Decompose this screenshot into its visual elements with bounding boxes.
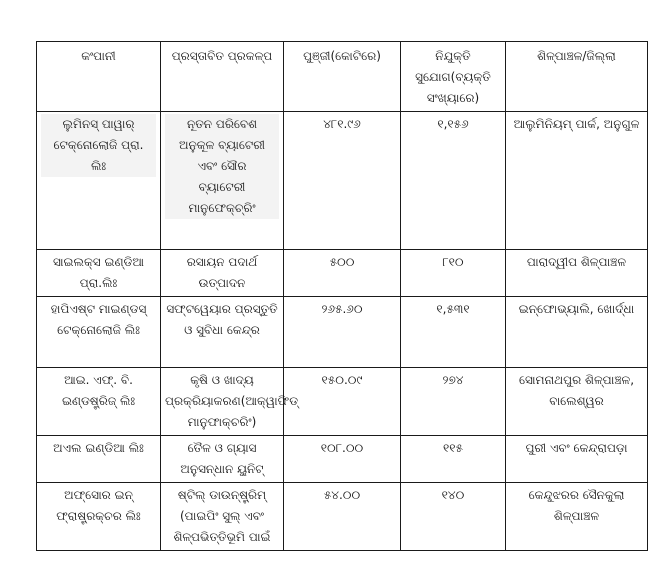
table-row [37,368,648,436]
cell-location: ପୁରୀ ଏବଂ କେନ୍ଦ୍ରାପଡ଼ା [506,436,648,483]
company-text: ଲୁମିନସ୍ ପାୱାର୍ ଟେକ୍ନୋଲୋଜି ପ୍ରା. ଲିଃ [41,114,156,177]
table-row [37,436,648,483]
cell-company [37,112,161,250]
cell-location: ସୋମନାଥପୁର ଶିଳ୍ପାଞ୍ଚଳ, ବାଲେଶ୍ୱର [506,368,648,436]
project-text: ନୂତନ ପରିବେଶ ଅନୁକୂଳ ବ୍ୟାଟେରୀ ଏବଂ ସୌର ବ୍ୟାଟେରୀ ମାନୁଫେକ୍ଚ୍ରିଂ [165,114,279,219]
header-location: ଶିଳ୍ପାଞ୍ଚଳ/ଜିଲ୍ଲା [506,42,648,112]
header-company: କଂପାନୀ [37,42,161,112]
cell-capital: ୪୮୧.୯୬ [284,112,401,250]
cell-location: ଆଲୁମିନିୟମ୍ ପାର୍କ, ଅନୁଗୁଳ [506,112,648,250]
cell-company: ହାପିଏଷ୍ଟ ମାଇଣ୍ଡସ୍ ଟେକ୍ନୋଲୋଜି ଲିଃ [37,297,161,368]
table-row [37,297,648,368]
cell-capital: ୧୦୮.୦୦ [284,436,401,483]
cell-employment: ୧,୫୩୧ [401,297,506,368]
cell-location: ପାରାଦ୍ୱୀପ ଶିଳ୍ପାଞ୍ଚଳ [506,250,648,297]
cell-project: ତୈଳ ଓ ଗ୍ୟାସ ଅନୁସନ୍ଧାନ ୟୁନିଟ୍ [161,436,284,483]
cell-company: ଅଏଲ ଇଣ୍ଡିଆ ଲିଃ [37,436,161,483]
header-capital: ପୁଞ୍ଜୀ(କୋଟିରେ) [284,42,401,112]
cell-employment: ୧,୧୫୬ [401,112,506,250]
cell-capital: ୨୬୫.୬୦ [284,297,401,368]
cell-employment: ୨୭୪ [401,368,506,436]
cell-location: କେନ୍ଦୁଝରର ସୈନକୁଲା ଶିଳ୍ପାଞ୍ଚଳ [506,483,648,551]
header-project: ପ୍ରସ୍ତାବିତ ପ୍ରକଳ୍ପ [161,42,284,112]
cell-capital: ୫୪.୦୦ [284,483,401,551]
cell-project: ସଫ୍ଟୱେୟାର ପ୍ରସ୍ତୁତି ଓ ସୁବିଧା କେନ୍ଦ୍ର [161,297,284,368]
investment-table [36,41,648,551]
table-row [37,483,648,551]
cell-project: ଷ୍ଟିଲ୍ ଡାଉନ୍‌ଷ୍ଟ୍ରିମ୍ (ପାଇପିଂ ସୁଲ୍ ଏବଂ ଶିଳ୍ପଭିତ୍ତିଭୂମି ପାଇଁ [161,483,284,551]
table-row [37,250,648,297]
cell-company: ଅଫ୍‌ସୋର ଇନ୍ ଫ୍ରାଷ୍ଟ୍ରକ୍ଚର ଲିଃ [37,483,161,551]
table-header-row [37,42,648,112]
cell-company: ସାଇଲକ୍ସ ଇଣ୍ଡିଆ ପ୍ରା.ଲିଃ [37,250,161,297]
cell-employment: ୧୪୦ [401,483,506,551]
cell-employment: ୮୧୦ [401,250,506,297]
cell-project [161,112,284,250]
header-employment: ନିଯୁକ୍ତି ସୁଯୋଗ(ବ୍ୟକ୍ତି ସଂଖ୍ୟାରେ) [401,42,506,112]
cell-location: ଇନ୍‌ଫୋଭ୍ୟାଲି, ଖୋର୍ଦ୍ଧା [506,297,648,368]
cell-capital: ୧୫୦.୦୯ [284,368,401,436]
cell-project: ରସାୟନ ପଦାର୍ଥ ଉତ୍ପାଦନ [161,250,284,297]
cell-project: କୃଷି ଓ ଖାଦ୍ୟ ପ୍ରକ୍ରିୟାକରଣ(ଆକ୍ୱାଫିଡ୍ ମାନୁଫାକ୍ଚରିଂ) [161,368,284,436]
cell-company: ଆଇ. ଏଫ୍. ବି. ଇଣ୍ଡଷ୍ଟ୍ରିଜ୍ ଲିଃ [37,368,161,436]
cell-employment: ୧୧୫ [401,436,506,483]
cell-capital: ୫୦୦ [284,250,401,297]
table-row [37,112,648,250]
